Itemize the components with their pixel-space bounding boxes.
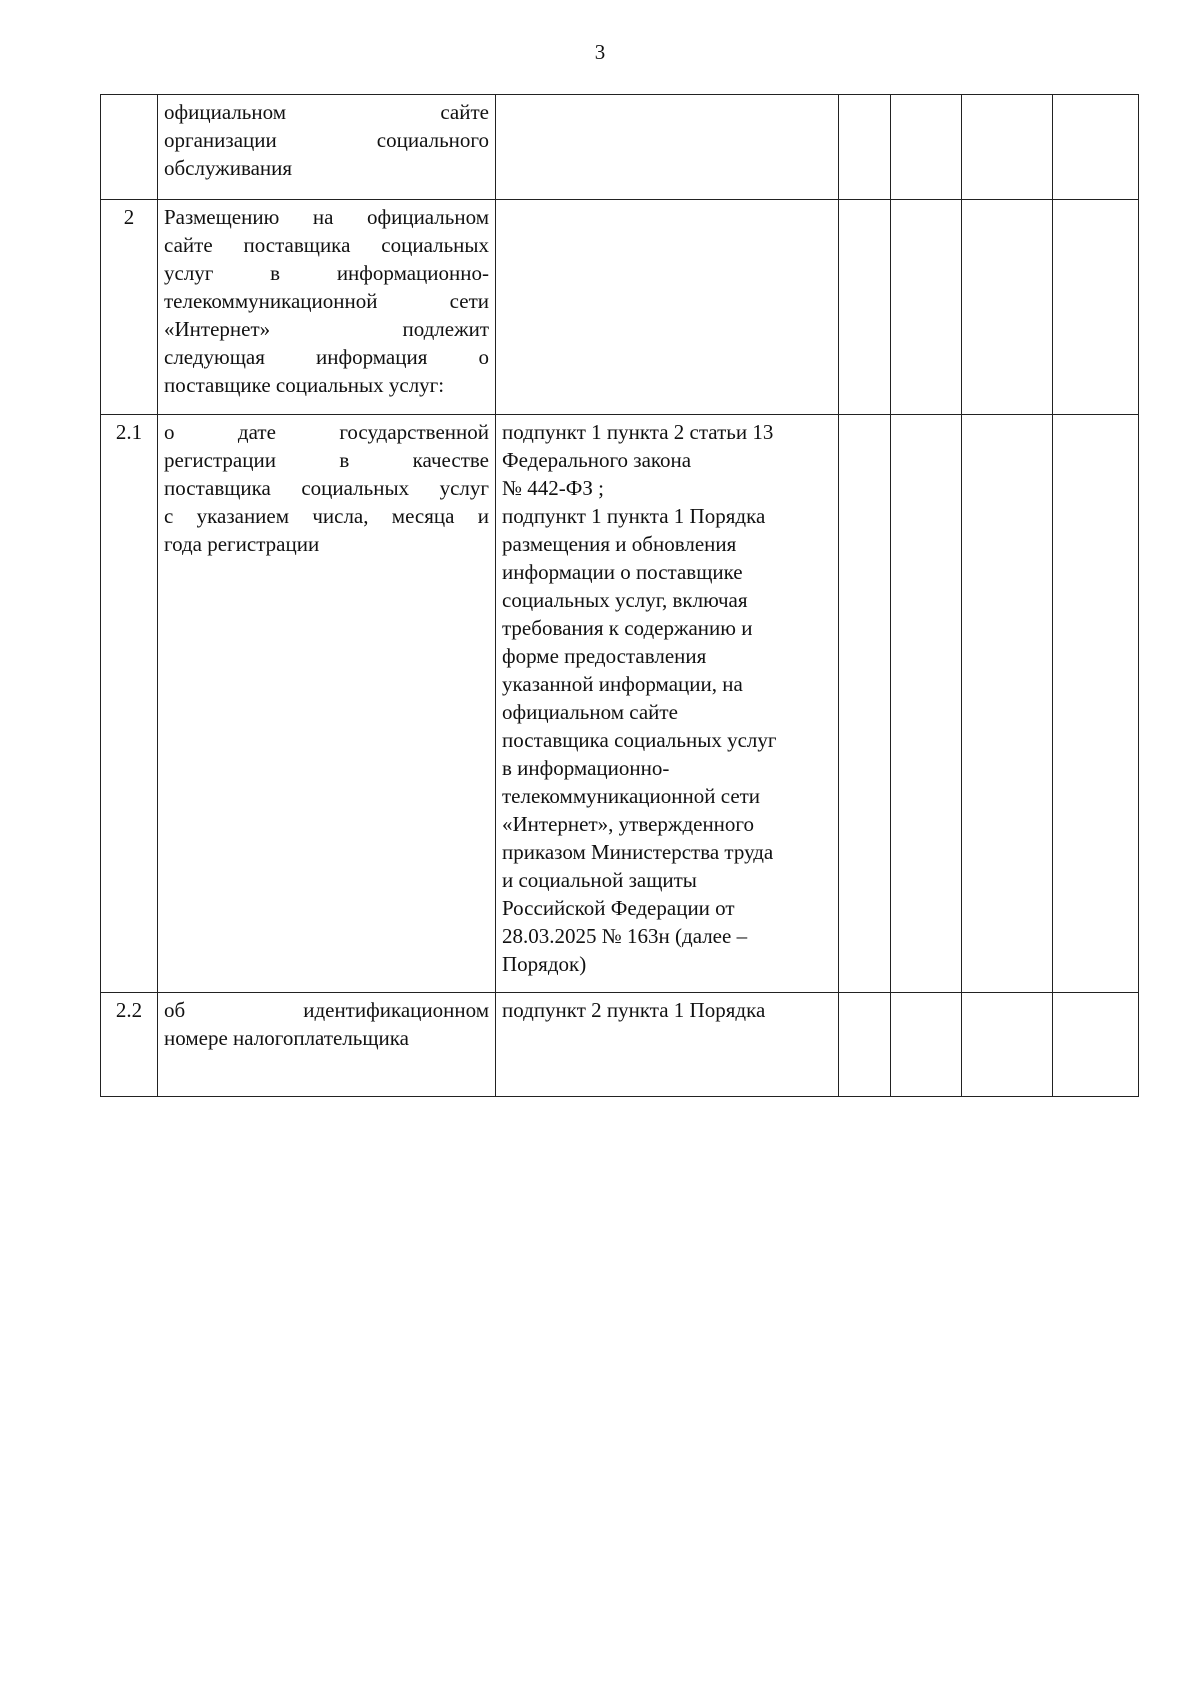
row-description-cell bbox=[158, 993, 496, 1097]
row-basis-cell bbox=[496, 200, 839, 415]
description-line: с указанием числа, месяца и bbox=[164, 504, 489, 528]
description-line: о дате государственной bbox=[164, 420, 489, 444]
empty-cell bbox=[839, 415, 891, 993]
description-line: поставщике социальных услуг: bbox=[164, 373, 445, 397]
empty-cell bbox=[839, 993, 891, 1097]
empty-cell bbox=[1053, 415, 1139, 993]
description-line: официальном сайте bbox=[164, 100, 489, 124]
empty-cell bbox=[891, 200, 962, 415]
empty-cell bbox=[1053, 200, 1139, 415]
description-line: года регистрации bbox=[164, 532, 320, 556]
row-description-cell bbox=[158, 95, 496, 200]
row-number-cell: 2.2 bbox=[101, 993, 158, 1097]
description-line: регистрации в качестве bbox=[164, 448, 489, 472]
table-row bbox=[101, 993, 1139, 1097]
page-number: 3 bbox=[594, 40, 606, 64]
row-description-cell bbox=[158, 415, 496, 993]
description-line: телекоммуникационной сети bbox=[164, 289, 489, 313]
requirements-table bbox=[100, 94, 1139, 1097]
empty-cell bbox=[839, 95, 891, 200]
description-line: поставщика социальных услуг bbox=[164, 476, 489, 500]
empty-cell bbox=[962, 95, 1053, 200]
row-number-cell: 2.1 bbox=[101, 415, 158, 993]
description-line: организации социального bbox=[164, 128, 489, 152]
empty-cell bbox=[1053, 993, 1139, 1097]
row-basis-cell: подпункт 1 пункта 2 статьи 13 Федерального закона № 442-ФЗ ; подпункт 1 пункта 1 Порядка размещения и обновления информации о поставщике социальных услуг, включая требования к содержанию и форме предоставления указанной информации, на официальном сайте поставщика социальных услуг в информационно- телекоммуникационной сети «Интернет», утвержденного приказом Министерства труда и социальной защиты Российской Федерации от 28.03.2025 № 163н (далее – Порядок) bbox=[496, 415, 839, 993]
row-number-cell: 2 bbox=[101, 200, 158, 415]
table-row bbox=[101, 95, 1139, 200]
empty-cell bbox=[962, 200, 1053, 415]
description-line: сайте поставщика социальных bbox=[164, 233, 489, 257]
empty-cell bbox=[891, 415, 962, 993]
row-basis-cell: подпункт 2 пункта 1 Порядка bbox=[496, 993, 839, 1097]
row-basis-cell bbox=[496, 95, 839, 200]
row-description-cell bbox=[158, 200, 496, 415]
empty-cell bbox=[891, 993, 962, 1097]
description-line: обслуживания bbox=[164, 156, 293, 180]
empty-cell bbox=[839, 200, 891, 415]
description-line: услуг в информационно- bbox=[164, 261, 489, 285]
description-line: «Интернет» подлежит bbox=[164, 317, 489, 341]
empty-cell bbox=[962, 993, 1053, 1097]
table-row bbox=[101, 200, 1139, 415]
row-number-cell bbox=[101, 95, 158, 200]
description-line: об идентификационном bbox=[164, 998, 489, 1022]
description-line: следующая информация о bbox=[164, 345, 489, 369]
empty-cell bbox=[891, 95, 962, 200]
empty-cell bbox=[962, 415, 1053, 993]
description-line: номере налогоплательщика bbox=[164, 1026, 409, 1050]
empty-cell bbox=[1053, 95, 1139, 200]
table-row bbox=[101, 415, 1139, 993]
description-line: Размещению на официальном bbox=[164, 205, 489, 229]
